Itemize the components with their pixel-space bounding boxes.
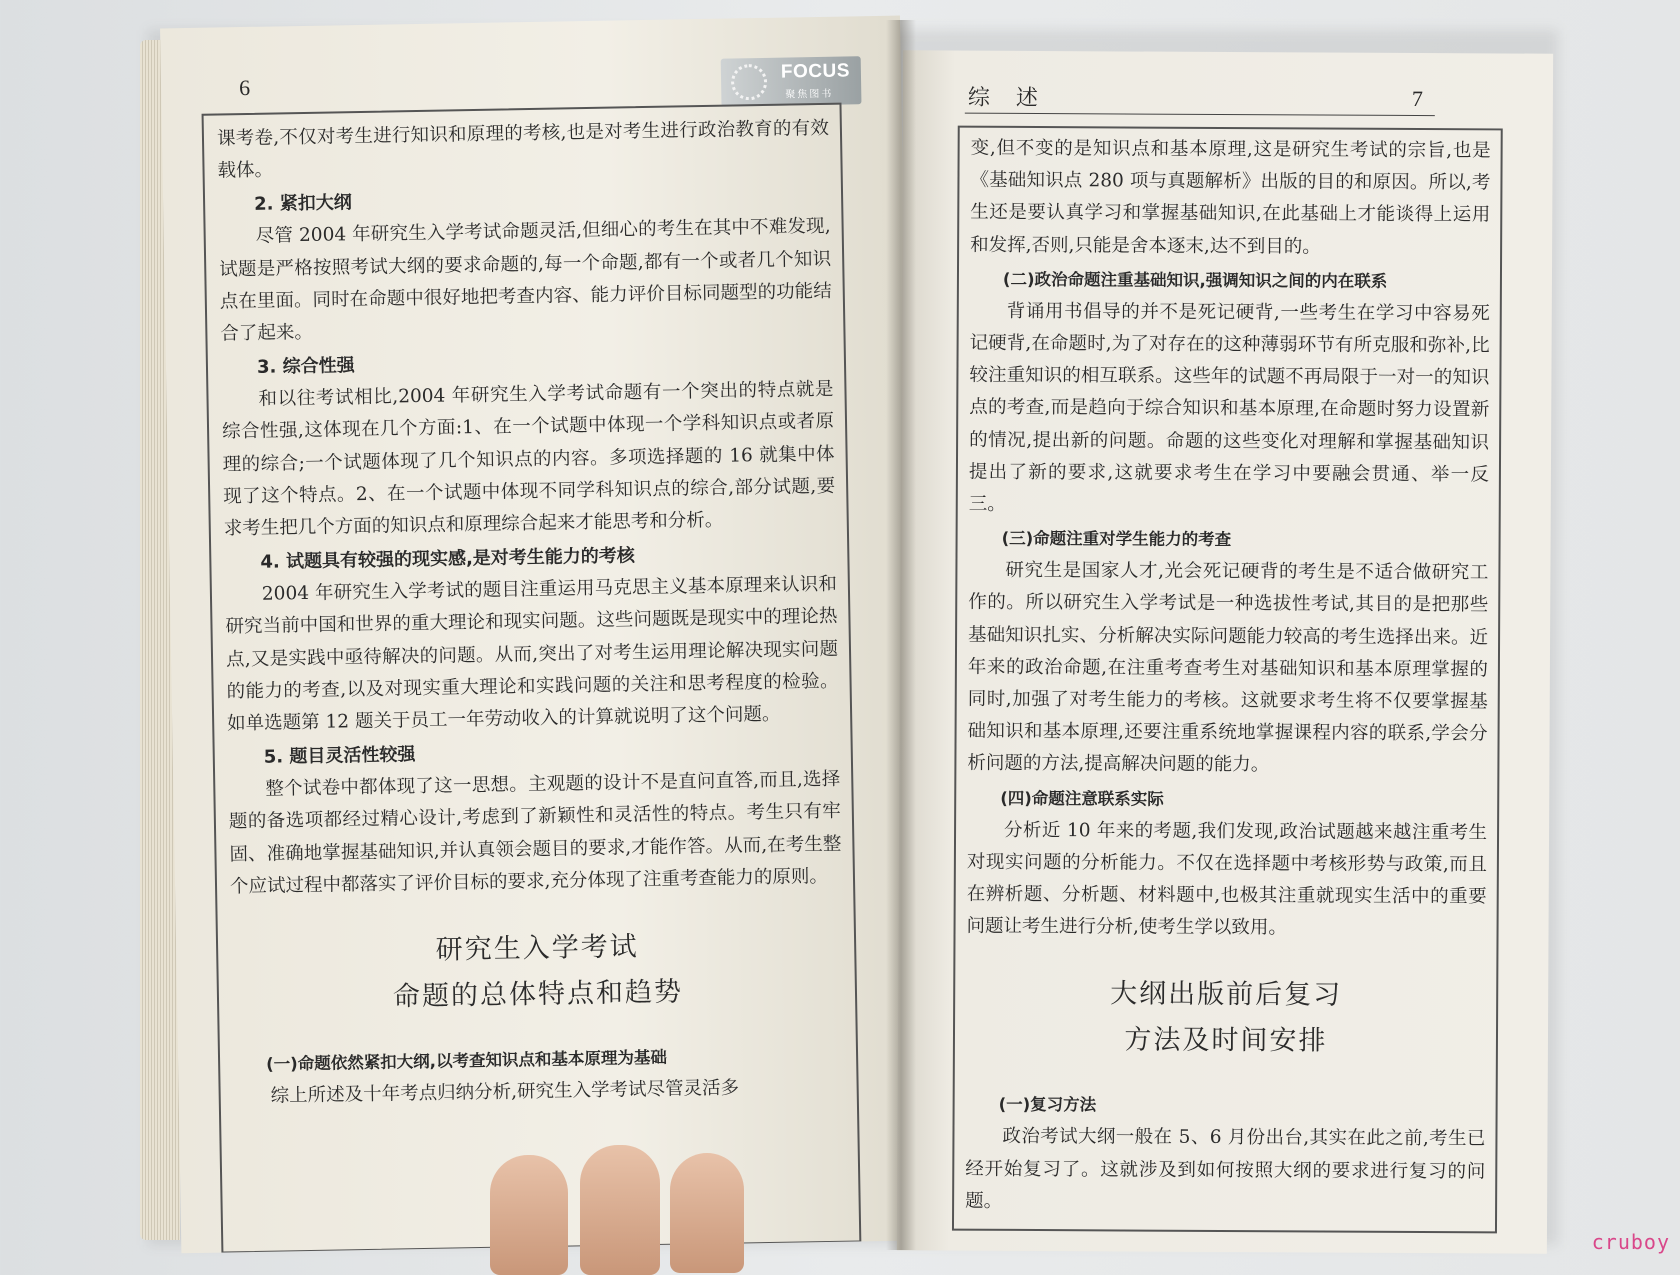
paragraph: 课考卷,不仅对考生进行知识和原理的考核,也是对考生进行政治教育的有效载体。 bbox=[216, 117, 830, 182]
focus-logo bbox=[721, 56, 862, 106]
book-gutter bbox=[886, 20, 916, 1250]
logo-icon bbox=[731, 64, 768, 101]
left-page bbox=[160, 16, 921, 1254]
subsection-heading: (一)命题依然紧扣大纲,以考查知识点和基本原理为基础 bbox=[265, 1047, 668, 1074]
section-heading: 3. 综合性强 bbox=[256, 355, 355, 379]
running-head: 综述 bbox=[967, 85, 1064, 112]
paragraph: 尽管 2004 年研究生入学考试命题灵活,但细心的考生在其中不难发现,试题是严格按照考试大纲的要求命题的,每一个命题,都有一个或者几个知识点在里面。同时在命题中很好地把考查内容、能力评价目标同题型的功能结合了起来。 bbox=[219, 216, 832, 345]
left-page-text bbox=[217, 113, 846, 1114]
finger bbox=[670, 1153, 744, 1273]
subsection-heading: (二)政治命题注重基础知识,强调知识之间的内在联系 bbox=[1002, 269, 1388, 291]
paragraph: 研究生是国家人才,光会死记硬背的考生是不适合做研究工作的。所以研究生入学考试是一种选拔性考试,其目的是把那些基础知识扎实、分析解决实际问题能力较高的考生选择出来。近年来的政治命题,在注重考查考生对基础知识和基本原理掌握的同时,加强了对考生能力的考核。这就要求考生将不仅要掌握基础知识和基本原理,还要注重系统地掌握课程内容的联系,学会分析问题的方法,提高解决问题的能力。 bbox=[967, 560, 1489, 776]
page-number: 6 bbox=[238, 74, 251, 101]
paragraph: 背诵用书倡导的并不是死记硬背,一些考生在学习中容易死记硬背,在命题时,为了对存在的这种薄弱环节有所克服和弥补,比较注重知识的相互联系。这些年的试题不再局限于一对一的知识点的考查,而是趋向于综合知识和基本原理,在命题时努力设置新的情况,提出新的问题。命题的这些变化对理解和掌握基础知识提出了新的要求,这就要求考生在学习中要融会贯通、举一反三。 bbox=[968, 300, 1490, 515]
paragraph: 整个试卷中都体现了这一思想。主观题的设计不是直问直答,而且,选择题的备选项都经过精心设计,考虑到了新颖性和灵活性的特点。考生只有牢固、准确地掌握基础知识,并认真领会题目的要求,才能作答。从而,在考生整个应试过程中都落实了评价目标的要求,充分体现了注重考查能力的原则。 bbox=[228, 768, 842, 898]
subsection-heading: (一)复习方法 bbox=[998, 1095, 1097, 1115]
right-page bbox=[897, 50, 1553, 1253]
paragraph: 2004 年研究生入学考试的题目注重运用马克思主义基本原理来认识和研究当前中国和世界的重大理论和现实问题。这些问题既是现实中的理论热点,又是实践中亟待解决的问题。从而,突出了对考生运用理论解决现实问题的能力的考查,以及对现实重大理论和实践问题的关注和思考程度的检验。如单选题第 12 题关于员工一年劳动收入的计算就说明了这个问题。 bbox=[225, 573, 839, 735]
right-page-text bbox=[965, 133, 1491, 1221]
watermark: cruboy bbox=[1591, 1230, 1670, 1254]
header-rule bbox=[965, 113, 1435, 116]
subsection-heading: (四)命题注意联系实际 bbox=[1000, 788, 1164, 809]
logo-word: FOCUS bbox=[780, 60, 851, 83]
paragraph: 政治考试大纲一般在 5、6 月份出台,其实在此之前,考生已经开始复习了。这就涉及到如何按照大纲的要求进行复习的问题。 bbox=[965, 1126, 1486, 1212]
paragraph: 变,但不变的是知识点和基本原理,这是研究生考试的宗旨,也是《基础知识点 280 项与真题解析》出版的目的和原因。所以,考生还是要认真学习和掌握基础知识,在此基础上才能谈得上运用和发挥,否则,只能是舍本逐末,达不到目的。 bbox=[970, 137, 1491, 258]
chapter-title: 研究生入学考试 命题的总体特点和趋势 bbox=[392, 931, 684, 1013]
holding-fingers bbox=[490, 1135, 750, 1265]
section-heading: 5. 题目灵活性较强 bbox=[263, 744, 416, 769]
finger bbox=[580, 1145, 660, 1275]
section-heading: 2. 紧扣大纲 bbox=[253, 192, 352, 216]
section-heading: 4. 试题具有较强的现实感,是对考生能力的考核 bbox=[260, 545, 635, 574]
subsection-heading: (三)命题注重对学生能力的考查 bbox=[1001, 529, 1232, 550]
page-number: 7 bbox=[1411, 85, 1423, 112]
paragraph: 和以往考试相比,2004 年研究生入学考试命题有一个突出的特点就是综合性强,这体现在几个方面:1、在一个试题中体现一个学科知识点或者原理的综合;一个试题体现了几个知识点的内容。多项选择题的 16 就集中体现了这个特点。2、在一个试题中体现不同学科知识点的综合,部分试题,要求考生把几个方面的知识点和原理综合起来才能思考和分析。 bbox=[221, 378, 836, 540]
paragraph: 分析近 10 年来的考题,我们发现,政治试题越来越注重考生对现实问题的分析能力。不仅在选择题中考核形势与政策,而且在辨析题、分析题、材料题中,也极其注重就现实生活中的重要问题让考生进行分析,使考生学以致用。 bbox=[966, 819, 1488, 939]
logo-subtitle: 聚焦图书 bbox=[785, 88, 834, 101]
chapter-title: 大纲出版前后复习 方法及时间安排 bbox=[1110, 978, 1343, 1058]
finger bbox=[490, 1155, 568, 1275]
paragraph: 综上所述及十年考点归纳分析,研究生入学考试尽管灵活多 bbox=[270, 1077, 740, 1107]
